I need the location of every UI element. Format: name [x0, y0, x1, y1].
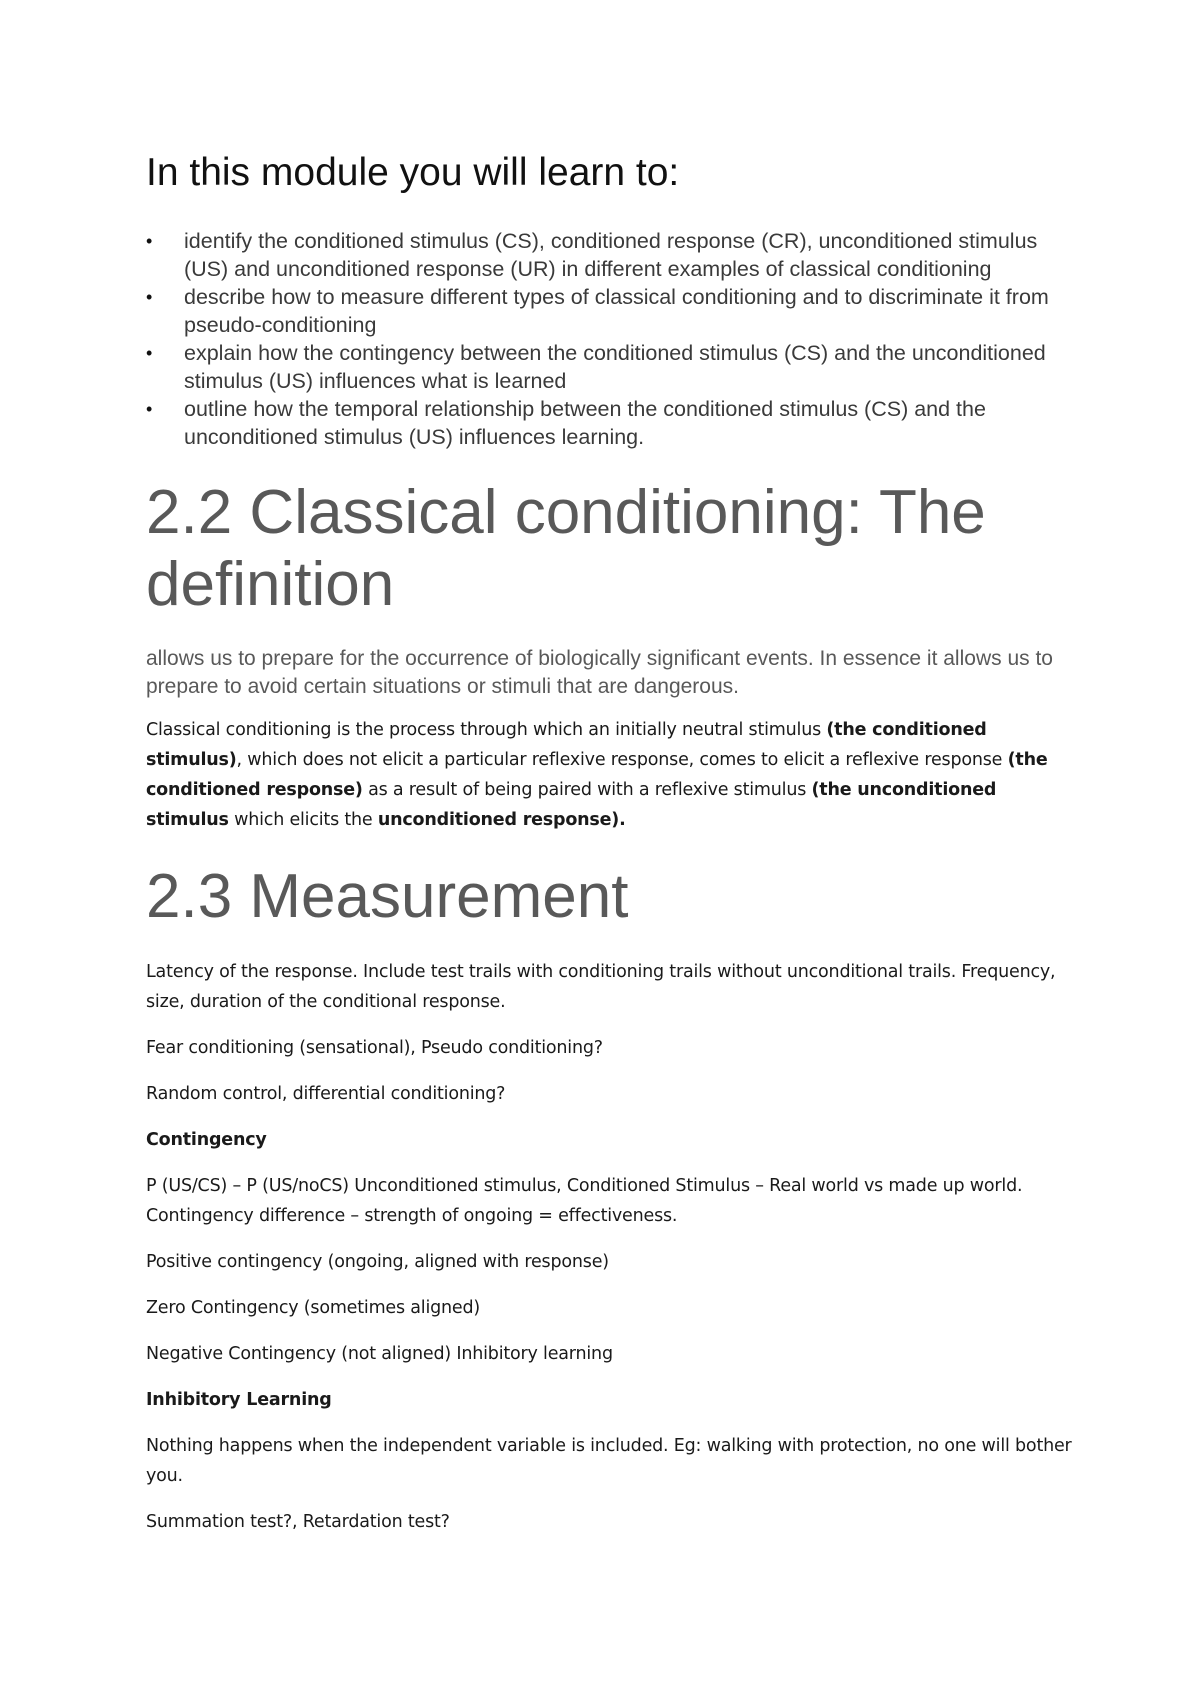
negative-contingency-line: Negative Contingency (not aligned) Inhibitory learning [146, 1343, 613, 1364]
definition-text: which elicits the [228, 809, 378, 830]
definition-paragraph [146, 715, 1076, 835]
fear-conditioning-line: Fear conditioning (sensational), Pseudo conditioning? [146, 1037, 603, 1058]
bullet-icon: • [146, 398, 153, 419]
definition-bold-term: (the conditioned stimulus) [146, 719, 987, 770]
inhibitory-learning-subheading: Inhibitory Learning [146, 1389, 332, 1410]
intro-paragraph: allows us to prepare for the occurrence of biologically significant events. In essence it allows us to prepare to avoid certain situations or stimuli that are dangerous. [146, 646, 1053, 698]
objective-text: outline how the temporal relationship between the conditioned stimulus (CS) and the unconditioned stimulus (US) influences learning. [184, 396, 986, 449]
definition-bold-term: unconditioned response). [377, 809, 626, 830]
objective-item [146, 227, 1076, 283]
section-heading-2-2: 2.2 Classical conditioning: The definition [146, 477, 986, 619]
definition-bold-term: (the unconditioned stimulus [146, 779, 997, 830]
objective-item [146, 283, 1076, 339]
objective-item [146, 395, 1076, 451]
objective-text: describe how to measure different types of classical conditioning and to discriminate it from pseudo-conditioning [184, 284, 1049, 337]
inhibitory-example-paragraph: Nothing happens when the independent variable is included. Eg: walking with protection, no one will bother you. [146, 1435, 1072, 1486]
objective-text: explain how the contingency between the conditioned stimulus (CS) and the unconditioned stimulus (US) influences what is learned [184, 340, 1046, 393]
definition-text: , which does not elicit a particular reflexive response, comes to elicit a reflexive response [236, 749, 1008, 770]
objective-item [146, 339, 1076, 395]
contingency-formula-paragraph: P (US/CS) – P (US/noCS) Unconditioned stimulus, Conditioned Stimulus – Real world vs made up world. Contingency difference – strength of ongoing = effectiveness. [146, 1175, 1023, 1226]
positive-contingency-line: Positive contingency (ongoing, aligned with response) [146, 1251, 609, 1272]
random-control-line: Random control, differential conditioning? [146, 1083, 506, 1104]
bullet-icon: • [146, 230, 153, 251]
definition-text: as a result of being paired with a reflexive stimulus [362, 779, 812, 800]
document-content [146, 150, 1076, 1553]
definition-text: Classical conditioning is the process through which an initially neutral stimulus [146, 719, 827, 740]
definition-bold-term: (the conditioned response) [146, 749, 1048, 800]
zero-contingency-line: Zero Contingency (sometimes aligned) [146, 1297, 481, 1318]
bullet-icon: • [146, 342, 153, 363]
latency-paragraph: Latency of the response. Include test trails with conditioning trails without unconditional trails. Frequency, size, duration of the conditional response. [146, 961, 1056, 1012]
bullet-icon: • [146, 286, 153, 307]
contingency-subheading: Contingency [146, 1129, 267, 1150]
learning-objectives-list [146, 227, 1076, 451]
summation-test-line: Summation test?, Retardation test? [146, 1511, 450, 1532]
objective-text: identify the conditioned stimulus (CS), conditioned response (CR), unconditioned stimulus (US) and unconditioned response (UR) in different examples of classical conditioning [184, 228, 1038, 281]
module-title: In this module you will learn to: [146, 151, 680, 194]
section-heading-2-3: 2.3 Measurement [146, 861, 629, 931]
